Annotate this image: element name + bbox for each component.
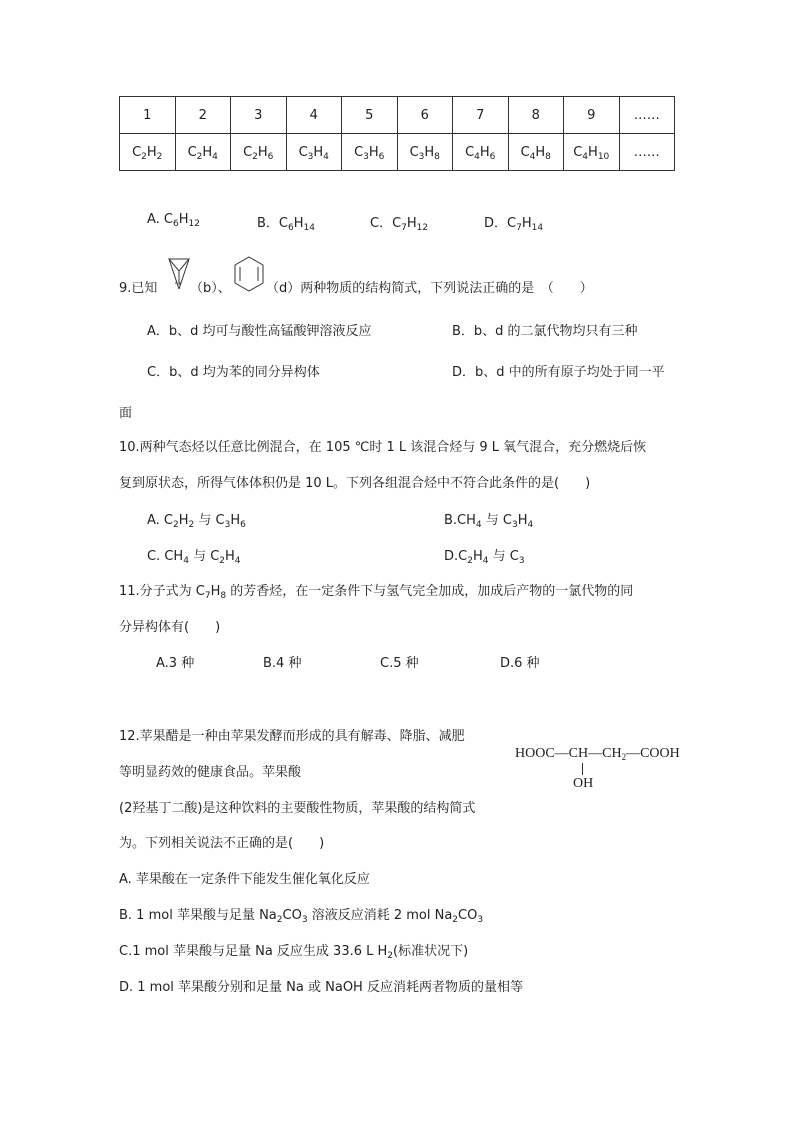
malic-acid-formula: $HOOC—CH—CH_2—COOH$: [515, 746, 680, 762]
q12-option-c[interactable]: C.1 mol 苹果酸与足量 Na 反应生成 33.6 L $H_2$(标准状况下): [119, 944, 469, 961]
q12-option-a[interactable]: A. 苹果酸在一定条件下能发生催化氧化反应: [119, 872, 370, 887]
table-cell: $C_2H_4$: [175, 134, 231, 171]
table-formula-row: [120, 134, 675, 171]
table-cell: 9: [564, 97, 620, 134]
table-cell: 5: [342, 97, 398, 134]
q12-option-b[interactable]: B. 1 mol 苹果酸与足量 $Na_2CO_3$ 溶液反应消耗 2 mol $Na_2CO_3$: [119, 908, 484, 925]
q11-option-a[interactable]: A.3 种: [156, 656, 195, 671]
q9-option-d-wrap: 面: [119, 406, 133, 421]
q8-option-a[interactable]: A. $C_6H_{12}$: [147, 212, 200, 229]
q11-stem-line1: 11.分子式为 $C_7H_8$ 的芳香烃，在一定条件下与氢气完全加成，加成后产物的一氯代物的同: [119, 584, 634, 601]
q8-option-b[interactable]: B．$C_6H_{14}$: [257, 216, 315, 233]
table-cell: 7: [453, 97, 509, 134]
q9-lead: 9.已知: [119, 281, 158, 296]
formula-sequence-table: [119, 96, 675, 171]
benzene-ring-structure-icon: [232, 255, 266, 293]
q10-stem-line1: 10.两种气态烃以任意比例混合，在 105 ℃时 1 L 该混合烃与 9 L 氧气混合，充分燃烧后恢: [119, 440, 647, 455]
q9-d-label: （d）两种物质的结构简式，下列说法正确的是 （ ）: [266, 281, 593, 296]
q8-option-c[interactable]: C．$C_7H_{12}$: [370, 216, 429, 233]
table-cell: 4: [286, 97, 342, 134]
table-cell: $C_3H_6$: [342, 134, 398, 171]
table-cell: 6: [397, 97, 453, 134]
q11-option-c[interactable]: C.5 种: [380, 656, 419, 671]
q11-option-d[interactable]: D.6 种: [500, 656, 540, 671]
table-cell: $C_3H_8$: [397, 134, 453, 171]
q12-stem-line3: (2羟基丁二酸)是这种饮料的主要酸性物质，苹果酸的结构简式: [119, 801, 476, 816]
q9-option-d[interactable]: D．b、d 中的所有原子均处于同一平: [452, 365, 665, 380]
q10-option-d[interactable]: $D.C_2H_4$ 与 $C_3$: [444, 549, 525, 566]
table-cell: $C_4H_6$: [453, 134, 509, 171]
table-cell: $C_2H_6$: [231, 134, 287, 171]
table-cell: 3: [231, 97, 287, 134]
q10-option-b[interactable]: $B.CH_4$ 与 $C_3H_4$: [444, 513, 534, 530]
formula-bond-line: [582, 763, 583, 775]
q10-option-c[interactable]: C. $CH_4$ 与 $C_2H_4$: [147, 549, 241, 566]
table-cell: $C_3H_4$: [286, 134, 342, 171]
q8-option-d[interactable]: D．$C_7H_{14}$: [484, 216, 544, 233]
table-cell: ……: [619, 134, 675, 171]
q9-option-c[interactable]: C．b、d 均为苯的同分异构体: [147, 365, 320, 380]
table-cell: $C_4H_8$: [508, 134, 564, 171]
malic-acid-oh-group: OH: [573, 776, 594, 791]
prismane-structure-icon: [167, 255, 191, 293]
q9-option-a[interactable]: A．b、d 均可与酸性高锰酸钾溶液反应: [147, 324, 372, 339]
q12-stem-line2: 等明显药效的健康食品。苹果酸: [119, 765, 302, 780]
q11-option-b[interactable]: B.4 种: [263, 656, 302, 671]
q10-option-a[interactable]: A. $C_2H_2$ 与 $C_3H_6$: [147, 513, 246, 530]
q9-b-label: （b）、: [190, 281, 231, 296]
table-cell: 8: [508, 97, 564, 134]
q9-option-b[interactable]: B．b、d 的二氯代物均只有三种: [452, 324, 638, 339]
q12-option-d[interactable]: D. 1 mol 苹果酸分别和足量 Na 或 NaOH 反应消耗两者物质的量相等: [119, 980, 523, 995]
table-cell: 2: [175, 97, 231, 134]
table-cell: ……: [619, 97, 675, 134]
q11-stem-line2: 分异构体有( ): [119, 620, 221, 635]
table-cell: $C_4H_{10}$: [564, 134, 620, 171]
q10-stem-line2: 复到原状态，所得气体体积仍是 10 L。下列各组混合烃中不符合此条件的是( ): [119, 476, 591, 491]
table-cell: $C_2H_2$: [120, 134, 176, 171]
table-header-row: [120, 97, 675, 134]
q12-stem-line1: 12.苹果醋是一种由苹果发酵而形成的具有解毒、降脂、减肥: [119, 729, 465, 744]
q12-stem-line4: 为。下列相关说法不正确的是( ): [119, 836, 325, 851]
table-cell: 1: [120, 97, 176, 134]
